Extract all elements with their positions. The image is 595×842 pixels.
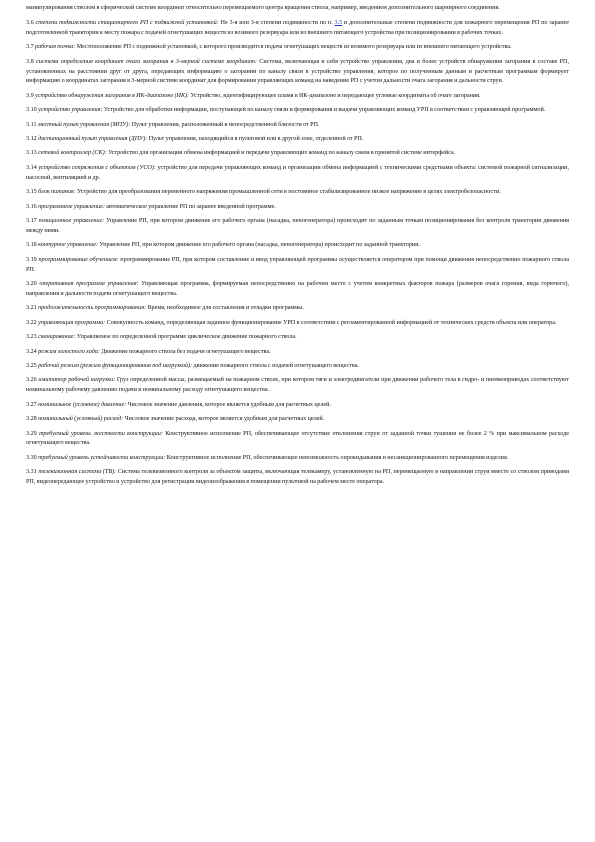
term: дистанционный пульт управления (ДПУ): (38, 136, 148, 143)
term: местный пульт управления (МПУ): (37, 121, 131, 128)
definition-3-12: 3.12 дистанционный пульт управления (ДПУ): Пульт управления, находящийся в пультовой или в другой зоне, отделенной от РП. (26, 136, 364, 143)
definition-3-19: 3.19 программирование обучением: программирование РП, при котором составление и ввод управляющей программы осуществляется оператором при помощи движения непосредственно пожарного ствола РП. (26, 256, 569, 273)
term: номинальное (условное) давление: (38, 401, 127, 408)
definition-3-28: 3.28 номинальный (условный) расход: Числовое значение расхода, которое является удобным для расчетных целей. (26, 416, 325, 423)
term: сканирование: (38, 334, 76, 341)
term: требуемый уровень жесткости конструкции: (39, 430, 163, 437)
term: управляющая программа: (38, 319, 106, 326)
term: устройство управления: (38, 107, 103, 114)
term: рабочий режим (режим функционирования под нагрузкой): (38, 362, 193, 369)
term: номинальный (условный) расход: (38, 416, 124, 423)
term: имитатор рабочей нагрузки: (38, 377, 116, 384)
definition-3-24: 3.24 режим холостого хода: Движение пожарного ствола без подачи огнетушащего вещества. (26, 348, 271, 355)
definition-3-20: 3.20 оперативная программа управления: Управляющая программа, формируемая непосредственно на рабочем месте с учетом конкретных факторов пожара (размеров очага горения, вида горючего), направления и дальности подачи огнетушащего вещества. (26, 281, 570, 297)
term: рабочая точка: (35, 44, 76, 51)
lead-paragraph: манипулирования стволом в сферической системе координат относительно перемещаемого центра вращения ствола, например, введением дополнительного шарнирного соединения. (26, 5, 500, 11)
term: устройство сопряжения с объектом (УСО): (38, 164, 156, 171)
term: контурное управление: (38, 242, 99, 249)
definition-3-7: 3.7 рабочая точка: Местоположение РП с подвижной установкой, с которого производится подача огнетушащих веществ из возимого резервуара или из внешнего питающего устройства. (26, 44, 512, 51)
definition-3-18: 3.18 контурное управление: Управление РП, при котором движение его рабочего органа (насадка, пеногенератора) происходит по заданной траектории. (26, 242, 421, 249)
definition-3-31: 3.31 телевизионная система (ТВ): Система телевизионного контроля за объектом защиты, включающая телекамеру, установленную на РП, перемещаемую в направлении струи вместе со стволом приводами РП, видеопередающее устройство и устройство для регистрации видеоизображения в помещении пультовой на рабочем месте оператора. (26, 469, 569, 486)
definition-3-8: 3.8 система определения координат очага загорания в 3-мерной системе координат: Система, включающая в себя устройство управления, два и более устройств обнаружения загорания в составе РП, установленных на расстоянии друг от друга, передающих информацию о загорании по каналу связи в устройство управления, которое по полученным данным и расчетным программам формирует информацию о координатах загорания в 3-мерной системе координат для формирования управляющих команд на наведение РП с учетом дальности очага загорания и дальности струи. (26, 58, 570, 85)
term: требуемый уровень устойчивости конструкции: (38, 454, 166, 461)
definition-3-13: 3.13 сетевой контроллер (СК): Устройство для организации обмена информацией и передачи управляющих команд по каналу связи в принятой системе интерфейса. (26, 150, 456, 157)
definition-3-14: 3.14 устройство сопряжения с объектом (УСО): устройство для передачи управляющих команд и организации обмена информацией с техническими средствами объекта: системой пожарной сигнализации, насосной, вентиляцией и др. (26, 164, 570, 181)
definition-3-6: 3.6 степени подвижности стационарного РП с подвижной установкой: Не 3-я или 3-я степени подвижности по п. 3.5 и дополнительные степени подвижности для пожарного перемещения РП по заранее подготовленной траектории к месту пожара с подачей огнетушащих веществ из возимого резервуара или из внешнего питающего устройства при позиционировании в рабочих точках. (26, 19, 569, 36)
definition-3-15: 3.15 блок питания: Устройство для преобразования переменного напряжения промышленной сети в постоянное стабилизированное низкое напряжение в целях электробезопасности. (26, 189, 501, 196)
term: телевизионная система (ТВ): (38, 469, 117, 476)
definition-3-16: 3.16 программное управление: автоматическое управление РП по заранее введенной программе. (26, 203, 276, 210)
definition-3-11: 3.11 местный пульт управления (МПУ): Пульт управления, расположенный в непосредственной близости от РП. (26, 121, 320, 128)
term: программное управление: (38, 203, 105, 210)
definition-3-21: 3.21 продолжительность программирования: Время, необходимое для составления и отладки программы. (26, 305, 304, 312)
term: позиционное управление: (38, 218, 105, 224)
definition-3-17: 3.17 позиционное управление: Управление РП, при котором движение его рабочего органа (насадка, пеногенератора) происходит по заданным точкам позиционирования без контроля траектории движения между ними. (26, 218, 569, 234)
term: система определения координат очага загорания в 3-мерной системе координат: (35, 58, 258, 65)
definition-3-27: 3.27 номинальное (условное) давление: Числовое значение давления, которое является удобным для расчетных целей. (26, 401, 331, 408)
term: программирование обучением: (38, 256, 119, 263)
term: устройство обнаружения загорания в ИК-диапазоне (ИК): (35, 92, 190, 99)
definition-3-30: 3.30 требуемый уровень устойчивости конструкции: Конструктивное исполнение РП, обеспечивающее невозможность опрокидывания и несанкционированного перемещения изделия. (26, 454, 509, 461)
definition-3-25: 3.25 рабочий режим (режим функционирования под нагрузкой): движение пожарного ствола с подачей огнетушащего вещества. (26, 362, 359, 369)
term: степени подвижности стационарного РП с подвижной установкой: (35, 19, 219, 26)
term: блок питания: (38, 189, 76, 196)
definition-3-10: 3.10 устройство управления: Устройство для обработки информации, поступающей по каналу связи и формирования и выдачи управляющих команд УРП в соответствии с управляющей программой. (26, 107, 546, 114)
term: оперативная программа управления: (39, 281, 139, 288)
term: продолжительность программирования: (38, 305, 147, 312)
definition-3-9: 3.9 устройство обнаружения загорания в ИК-диапазоне (ИК): Устройство, идентифицирующее пламя в ИК-диапазоне и передающее угловые координаты об очаге загорания. (26, 92, 481, 99)
definition-3-23: 3.23 сканирование: Управляемое по определенной программе циклическое движение пожарного ствола. (26, 334, 297, 341)
clause-link-3-5[interactable]: 3.5 (334, 19, 343, 26)
definition-3-26: 3.26 имитатор рабочей нагрузки: Груз определенной массы, размещаемый на пожарном стволе, при котором тяги и электродвигатели при движении рабочего тела в гидро- и пневмоприводах соответствуют номинальному рабочему давлению подачи и номинальному расходу огнетушащего вещества. (26, 377, 569, 394)
term: режим холостого хода: (38, 348, 100, 355)
definition-3-29: 3.29 требуемый уровень жесткости конструкции: Конструктивное исполнение РП, обеспечивающее отсутствие отклонения струи от заданной точки тушения не более 2 % при максимальном расходе огнетушащего вещества. (26, 430, 569, 447)
definition-3-22: 3.22 управляющая программа: Совокупность команд, определяющая заданное функционирование УРП в соответствии с регламентированной информацией от технических средств объекта или оператора. (26, 319, 557, 326)
term: сетевой контроллер (СК): (38, 150, 107, 157)
